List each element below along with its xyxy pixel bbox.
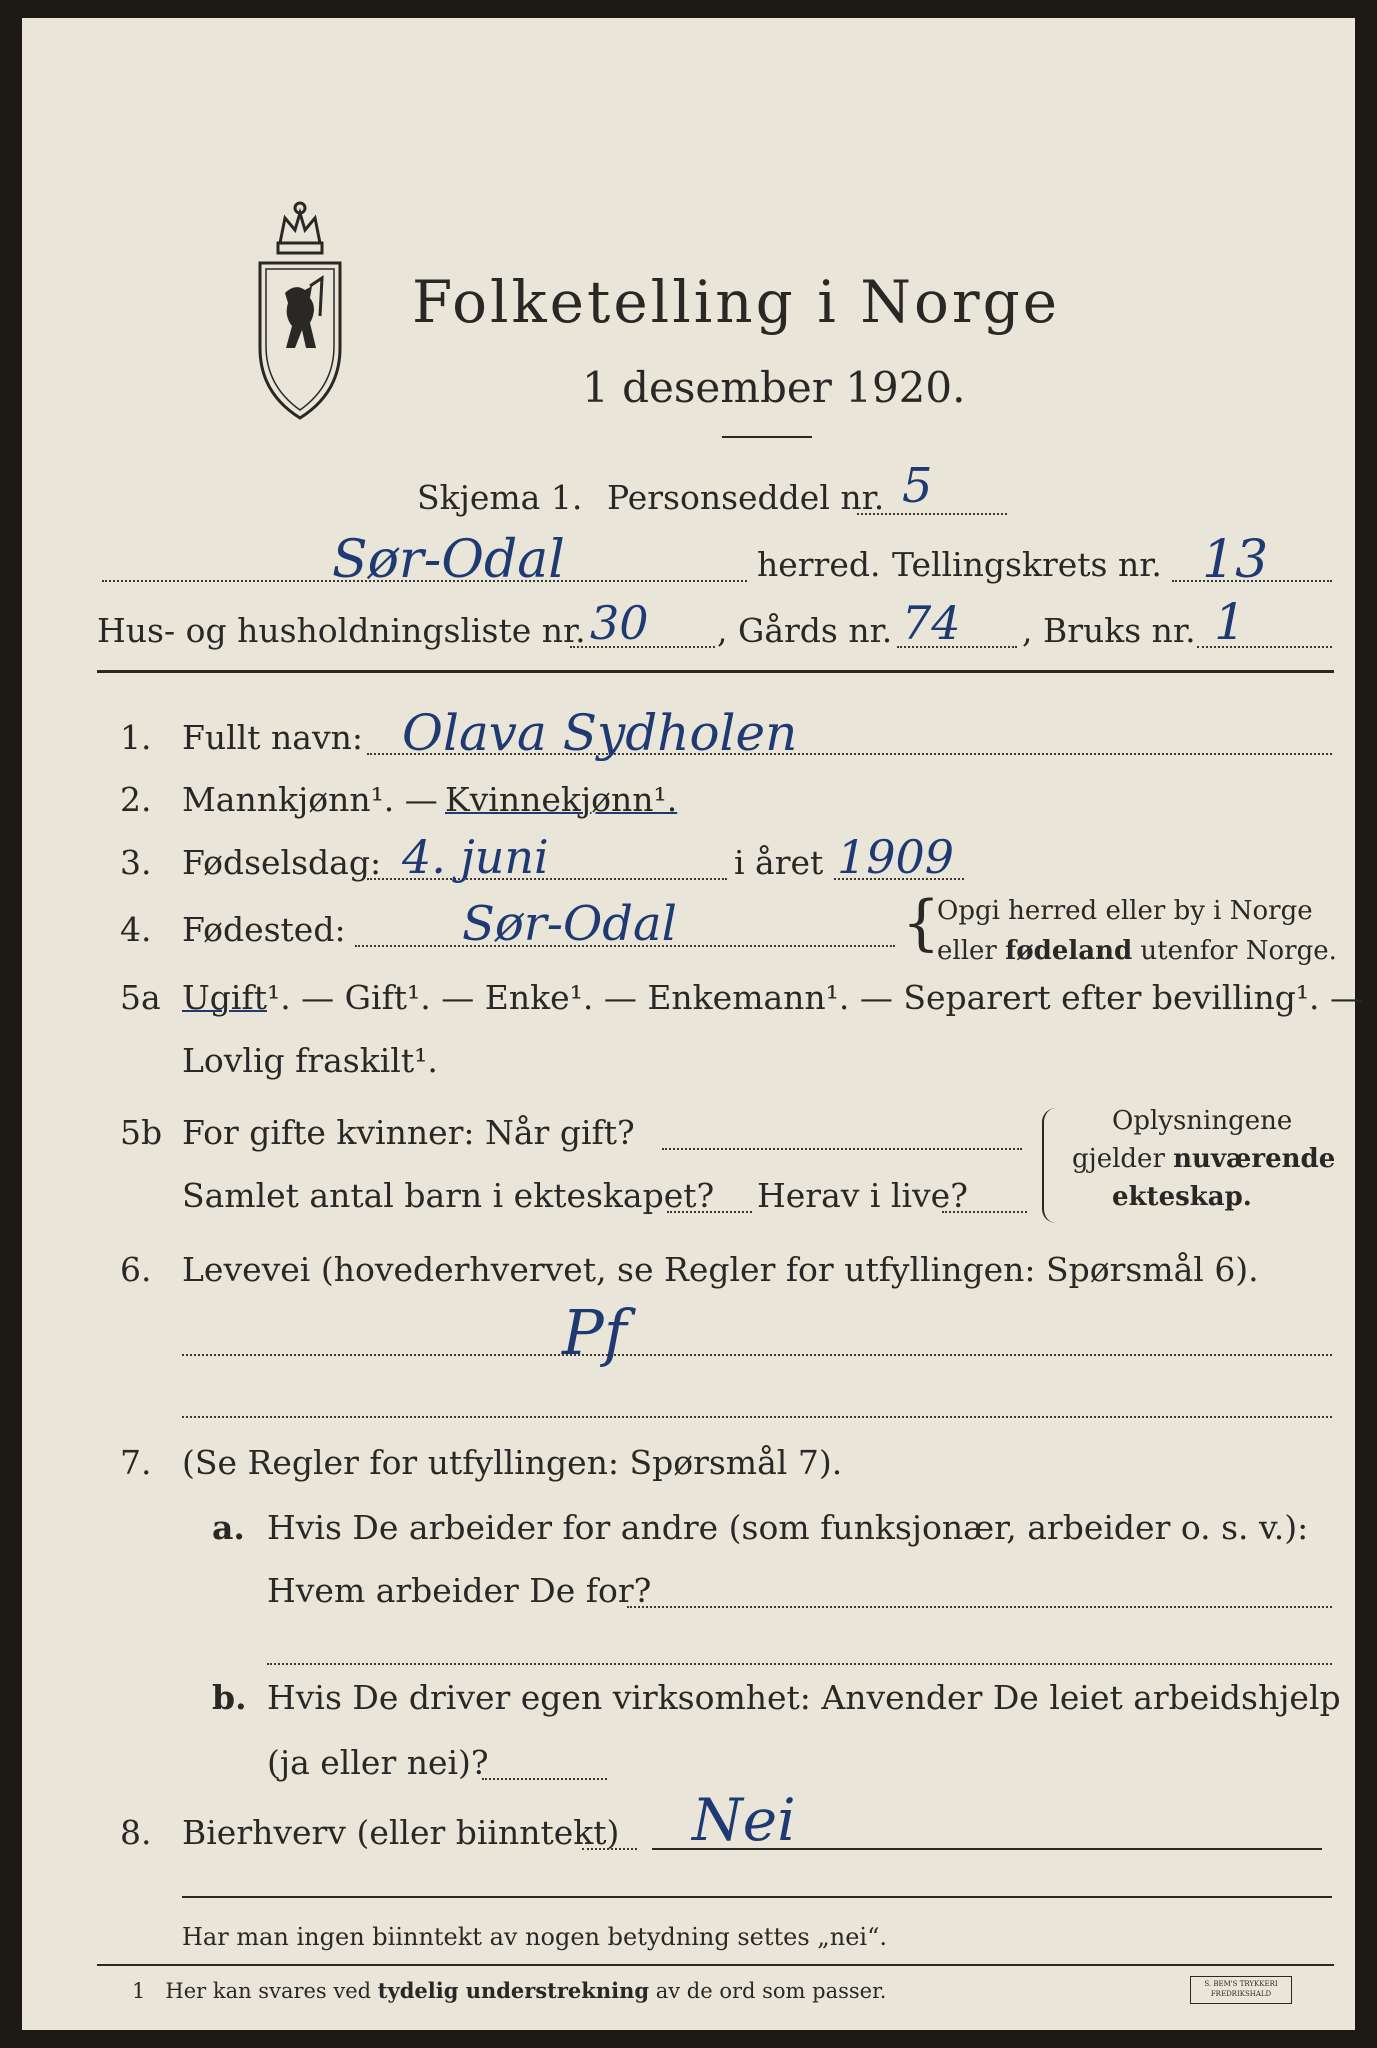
q3-number: 3. [120, 843, 152, 882]
q3-label: Fødselsdag: [182, 843, 382, 882]
q3-year-label: i året [734, 843, 824, 882]
q5b-line1: For gifte kvinner: Når gift? [182, 1113, 635, 1152]
q1-label: Fullt navn: [182, 718, 363, 757]
husliste-value: 30 [590, 596, 649, 650]
q5b-note3: ekteskap. [1112, 1182, 1252, 1212]
q4-note-line1: Opgi herred eller by i Norge [937, 896, 1313, 926]
personseddel-label: Personseddel nr. [607, 478, 885, 517]
q8-label: Bierhverv (eller biinntekt) [182, 1813, 620, 1852]
q7a-line2: Hvem arbeider De for? [267, 1571, 652, 1610]
q4-brace: { [902, 888, 941, 958]
q4-birthplace-value: Sør-Odal [462, 896, 677, 952]
q7b-letter: b. [212, 1678, 247, 1717]
q6-label: Levevei (hovederhvervet, se Regler for utfyllingen: Spørsmål 6). [182, 1250, 1259, 1289]
q7b-line2: (ja eller nei)? [267, 1743, 489, 1782]
form-title: Folketelling i Norge [412, 268, 1061, 336]
herred-label: herred. [757, 545, 881, 584]
q4-label: Fødested: [182, 910, 346, 949]
tellingskrets-value: 13 [1202, 530, 1269, 590]
schema-label: Skjema 1. [417, 478, 583, 517]
q2-female-option: Kvinnekjønn¹. [445, 780, 678, 819]
gards-value: 74 [902, 596, 961, 650]
header-rule [97, 670, 1334, 673]
q4-number: 4. [120, 910, 152, 949]
q7a-letter: a. [212, 1508, 245, 1547]
husliste-label: Hus- og husholdningsliste nr. [97, 611, 586, 650]
q7a-line1: Hvis De arbeider for andre (som funksjonær, arbeider o. s. v.): [267, 1508, 1309, 1547]
q3-birthday-value: 4. juni [402, 830, 549, 884]
tellingskrets-label: Tellingskrets nr. [892, 545, 1162, 584]
census-date: 1 desember 1920. [582, 363, 966, 412]
q7-label: (Se Regler for utfyllingen: Spørsmål 7). [182, 1443, 843, 1482]
q5b-note2: gjelder nuværende [1072, 1144, 1336, 1174]
census-form-sheet [22, 18, 1364, 2030]
q1-full-name-value: Olava Sydholen [402, 704, 798, 762]
norwegian-lion-coat-of-arms-icon [250, 198, 350, 423]
q5a-line2: Lovlig fraskilt¹. [182, 1041, 438, 1080]
q7-number: 7. [120, 1443, 152, 1482]
herred-value: Sør-Odal [332, 530, 565, 590]
footnote: 1 Her kan svares ved tydelig understrekning av de ord som passer. [132, 1978, 887, 2003]
q5a-options: Ugift¹. — Gift¹. — Enke¹. — Enkemann¹. — Separert efter bevilling¹. — [182, 978, 1364, 1017]
q8-side-income-value: Nei [692, 1786, 796, 1854]
q5b-line2: Samlet antal barn i ekteskapet? [182, 1176, 715, 1215]
q2-male-option: Mannkjønn¹. — [182, 780, 438, 819]
personseddel-value: 5 [902, 458, 933, 514]
q3-year-value: 1909 [837, 830, 955, 884]
q6-occupation-value: Pf [562, 1296, 627, 1369]
q2-number: 2. [120, 780, 152, 819]
q4-note-line2: eller fødeland utenfor Norge. [937, 936, 1337, 966]
q5b-bracket [1042, 1108, 1058, 1223]
gards-label: , Gårds nr. [717, 611, 893, 650]
footer-note: Har man ingen biinntekt av nogen betydning settes „nei“. [182, 1923, 887, 1951]
q7b-line1: Hvis De driver egen virksomhet: Anvender De leiet arbeidshjelp [267, 1678, 1341, 1717]
bruks-label: , Bruks nr. [1022, 611, 1196, 650]
q1-number: 1. [120, 718, 152, 757]
q6-number: 6. [120, 1250, 152, 1289]
title-divider [722, 436, 812, 438]
bruks-value: 1 [1214, 593, 1246, 651]
q8-number: 8. [120, 1813, 152, 1852]
q5b-number: 5b [120, 1113, 163, 1152]
printer-stamp: S. BEM'S TRYKKERI FREDRIKSHALD [1190, 1976, 1292, 2004]
q5a-ugift-option: Ugift [182, 978, 267, 1017]
q5a-number: 5a [120, 978, 161, 1017]
q5b-line2b: Herav i live? [757, 1176, 968, 1215]
q5b-note1: Oplysningene [1112, 1106, 1293, 1136]
